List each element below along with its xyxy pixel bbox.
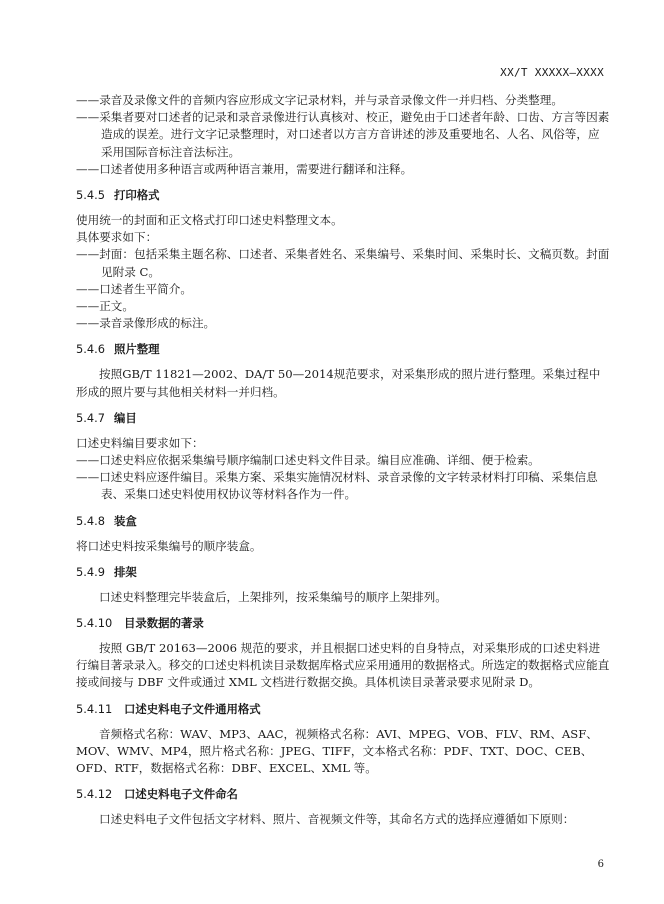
section-heading-5-4-5 <box>76 188 610 203</box>
section-title: 打印格式 <box>114 188 160 203</box>
paragraph: 口述史料电子文件包括文字材料、照片、音视频文件等，其命名方式的选择应遵循如下原则： <box>99 812 575 827</box>
list-item: ——正文。 <box>76 299 134 314</box>
section-heading-5-4-11 <box>76 702 610 717</box>
list-item: ——口述者使用多种语言或两种语言兼用，需要进行翻译和注释。 <box>76 161 413 176</box>
paragraph: 音频格式名称：WAV、MP3、AAC，视频格式名称：AVI、MPEG、VOB、FLV、RM、ASF、MOV、WMV、MP4，照片格式名称：JPEG、TIFF，文本格式名称：PDF、TXT、DOC、CEB、OFD、RTF，数据格式名称：DBF、EXCEL、XML 等。 <box>76 726 598 776</box>
paragraph: 口述史料编目要求如下： <box>76 435 204 450</box>
paragraph: 将口述史料按采集编号的顺序装盒。 <box>76 538 262 553</box>
document-body <box>76 92 610 828</box>
section-title: 排架 <box>114 564 137 579</box>
section-heading-5-4-9 <box>76 565 610 580</box>
section-number: 5.4.7 <box>76 410 105 425</box>
paragraph: 按照 GB/T 20163—2006 规范的要求，并且根据口述史料的自身特点，对采集形成的口述史料进行编目著录录入。移交的口述史料机读目录数据库格式应采用通用的数据格式。所选定的数据格式应能直接或间接与 DBF 文件或通过 XML 文档进行数据交换。具体机读目录著录要求见附录 D。 <box>76 641 610 690</box>
section-title: 编目 <box>114 410 137 425</box>
list-item: ——口述史料应逐件编目。采集方案、采集实施情况材料、录音录像的文字转录材料打印稿、采集信息表、采集口述史料使用权协议等材料各作为一件。 <box>76 470 598 502</box>
list-item: ——录音及录像文件的音频内容应形成文字记录材料，并与录音录像文件一并归档、分类整理。 <box>76 93 563 107</box>
list-item: ——录音录像形成的标注。 <box>76 316 216 331</box>
section-heading-5-4-8 <box>76 514 610 529</box>
page-number: 6 <box>597 859 604 870</box>
paragraph: 口述史料整理完毕装盒后，上架排列，按采集编号的顺序上架排列。 <box>99 589 447 604</box>
section-number: 5.4.6 <box>76 342 105 357</box>
section-title: 目录数据的著录 <box>124 616 204 631</box>
list-item: ——口述者生平简介。 <box>76 281 192 296</box>
paragraph: 使用统一的封面和正文格式打印口述史料整理文本。 <box>76 213 343 228</box>
list-item: ——封面：包括采集主题名称、口述者、采集者姓名、采集编号、采集时间、采集时长、文稿页数。封面见附录 C。 <box>76 247 610 279</box>
section-title: 口述史料电子文件通用格式 <box>124 701 261 716</box>
section-heading-5-4-12 <box>76 787 610 802</box>
section-number: 5.4.11 <box>76 701 113 716</box>
paragraph: 具体要求如下： <box>76 230 158 245</box>
section-number: 5.4.12 <box>76 787 113 802</box>
document-code: XX/T XXXXX—XXXX <box>500 66 604 79</box>
section-heading-5-4-6 <box>76 342 610 357</box>
section-heading-5-4-10 <box>76 616 610 631</box>
section-title: 装盒 <box>114 513 137 528</box>
section-heading-5-4-7 <box>76 411 610 426</box>
paragraph: 按照GB/T 11821—2002、DA/T 50—2014规范要求，对采集形成的照片进行整理。采集过程中形成的照片要与其他相关材料一并归档。 <box>76 367 601 399</box>
section-number: 5.4.5 <box>76 188 105 203</box>
section-number: 5.4.10 <box>76 616 113 631</box>
section-title: 照片整理 <box>114 342 160 357</box>
list-item: ——采集者要对口述者的记录和录音录像进行认真核对、校正，避免由于口述者年龄、口齿、方言等因素造成的误差。进行文字记录整理时，对口述者以方言方音讲述的涉及重要地名、人名、风俗等，应采用国际音标注音法标注。 <box>76 110 610 159</box>
section-number: 5.4.9 <box>76 564 105 579</box>
section-number: 5.4.8 <box>76 513 105 528</box>
list-item: ——口述史料应依据采集编号顺序编制口述史料文件目录。编目应准确、详细、便于检索。 <box>76 453 540 468</box>
section-title: 口述史料电子文件命名 <box>124 787 238 802</box>
